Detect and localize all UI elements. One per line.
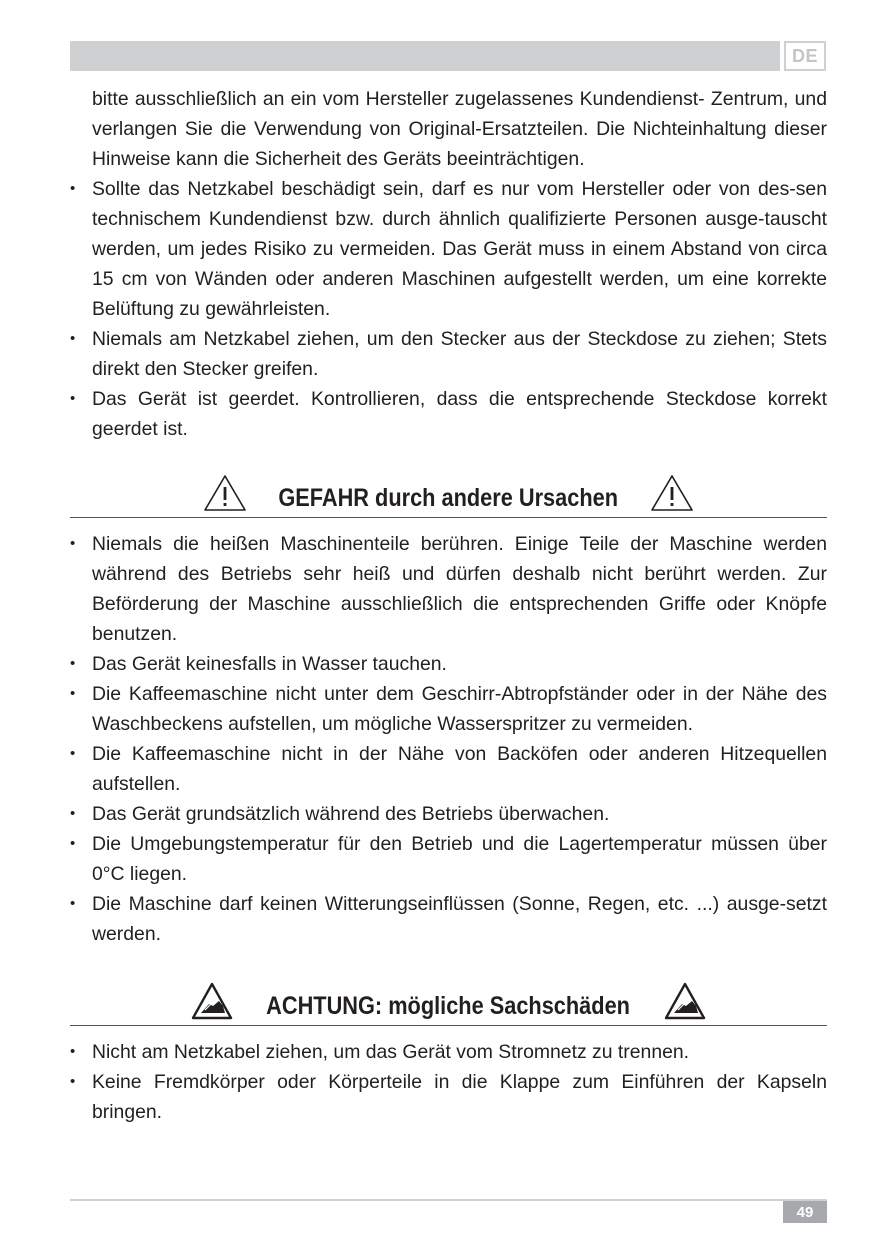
section-title: ACHTUNG: mögliche Sachschäden — [266, 992, 631, 1020]
list-item: • Das Gerät ist geerdet. Kontrollieren, dass die entsprechende Steckdose korrekt geerdet ist. — [70, 384, 827, 444]
list-item: • Die Kaffeemaschine nicht in der Nähe von Backöfen oder anderen Hitzequellen aufstellen. — [70, 739, 827, 799]
bullet-list-caution — [70, 1037, 827, 1127]
list-item: • Die Maschine darf keinen Witterungseinflüssen (Sonne, Regen, etc. ...) ausge-setzt werden. — [70, 889, 827, 949]
section-heading-danger — [70, 474, 827, 518]
list-item: • Nicht am Netzkabel ziehen, um das Gerät vom Stromnetz zu trennen. — [70, 1037, 827, 1067]
bullet-list-top — [70, 174, 827, 444]
section-title: GEFAHR durch andere Ursachen — [278, 484, 619, 512]
footer-rule — [70, 1199, 827, 1201]
section-heading-caution — [70, 982, 827, 1026]
list-item: • Das Gerät keinesfalls in Wasser tauchen. — [70, 649, 827, 679]
page-number: 49 — [783, 1201, 827, 1223]
list-item: • Die Umgebungstemperatur für den Betrieb und die Lagertemperatur müssen über 0°C liegen. — [70, 829, 827, 889]
hand-damage-warning-icon — [664, 982, 706, 1020]
list-item: • Niemals die heißen Maschinenteile berühren. Einige Teile der Maschine werden während des Betriebs sehr heiß und dürfen deshalb nicht berührt werden. Zur Beförderung der Maschine ausschließlich die entsprechenden Griffe oder Knöpfe benutzen. — [70, 529, 827, 649]
list-item: • Sollte das Netzkabel beschädigt sein, darf es nur vom Hersteller oder von des-sen technischem Kundendienst bzw. durch ähnlich qualifizierte Personen ausge-tauscht werden, um jedes Risiko zu vermeiden. Das Gerät muss in einem Abstand von circa 15 cm von Wänden oder anderen Maschinen aufgestellt werden, um eine korrekte Belüftung zu gewährleisten. — [70, 174, 827, 324]
hand-damage-warning-icon — [191, 982, 233, 1020]
warning-triangle-icon — [203, 474, 247, 512]
bullet-list-danger — [70, 529, 827, 949]
list-item: • Die Kaffeemaschine nicht unter dem Geschirr-Abtropfständer oder in der Nähe des Waschbeckens aufstellen, um mögliche Wasserspritzer zu vermeiden. — [70, 679, 827, 739]
list-item: • Keine Fremdkörper oder Körperteile in die Klappe zum Einführen der Kapseln bringen. — [70, 1067, 827, 1127]
intro-paragraph: bitte ausschließlich an ein vom Hersteller zugelassenes Kundendienst- Zentrum, und verlangen Sie die Verwendung von Original-Ersatzteilen. Die Nichteinhaltung dieser Hinweise kann die Sicherheit des Geräts beeinträchtigen. — [92, 88, 827, 170]
list-item: • Das Gerät grundsätzlich während des Betriebs überwachen. — [70, 799, 827, 829]
page-content — [70, 84, 827, 1127]
warning-triangle-icon — [650, 474, 694, 512]
language-badge: DE — [784, 41, 826, 71]
header-bar — [70, 41, 780, 71]
list-item: • Niemals am Netzkabel ziehen, um den Stecker aus der Steckdose zu ziehen; Stets direkt den Stecker greifen. — [70, 324, 827, 384]
